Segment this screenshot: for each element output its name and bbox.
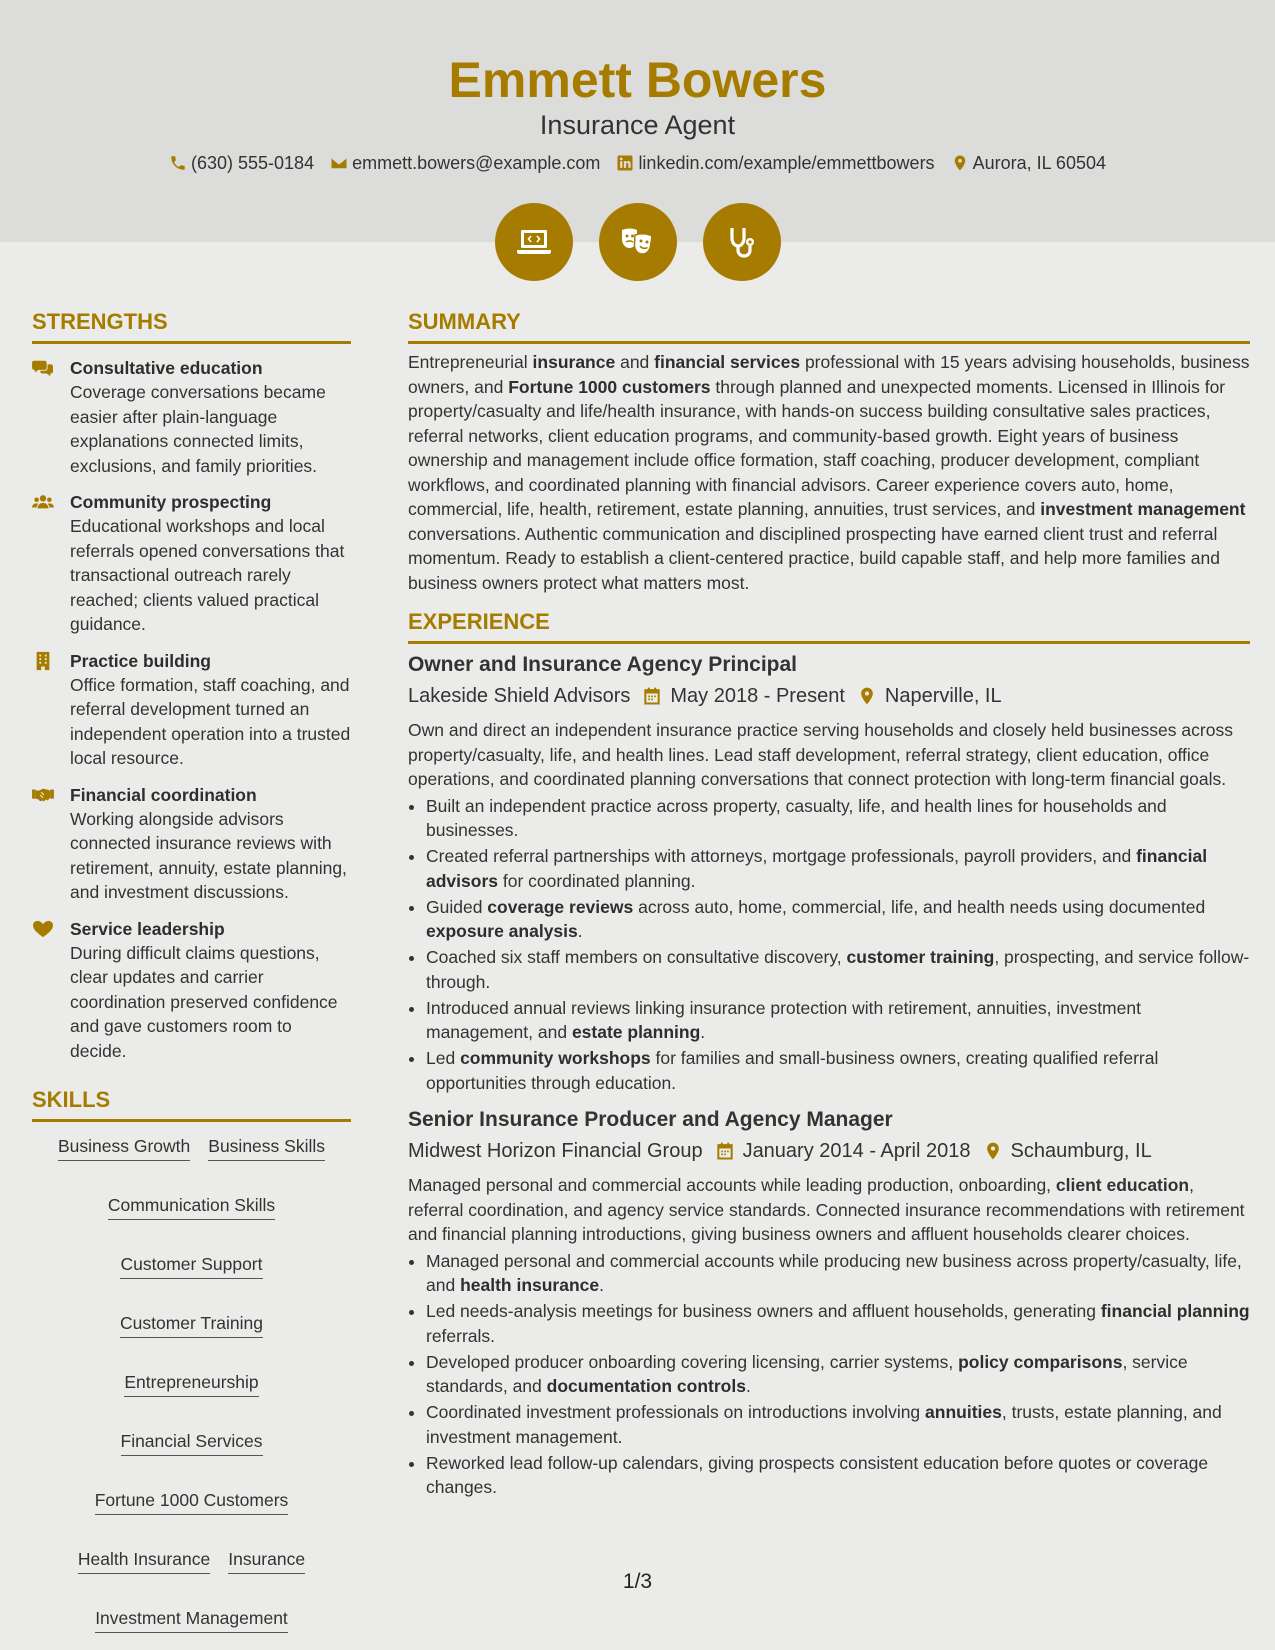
job-meta xyxy=(408,680,1250,712)
strength-item xyxy=(32,649,351,771)
location-pin-icon xyxy=(951,154,969,172)
emphasis-text: financial services xyxy=(654,352,801,372)
job-bullets xyxy=(408,1249,1250,1500)
text-run: Led xyxy=(426,1048,461,1068)
theater-masks-icon xyxy=(618,222,658,262)
text-run: Built an independent practice across property, casualty, life, and health lines for households and businesses. xyxy=(426,795,1167,840)
badge-laptop xyxy=(495,203,573,281)
text-run: , prospecting, and service follow-through. xyxy=(426,947,1250,992)
skill-tag: Customer Support xyxy=(120,1252,262,1279)
text-run: and xyxy=(615,352,655,372)
job-bullet xyxy=(426,895,1250,944)
text-run: conversations. Authentic communication and disciplined prospecting have earned client trust and referral momentum. Ready to establish a client-centered practice, build capable staff, and help more families and business owners protect what matters most. xyxy=(408,523,1220,593)
contact-phone-text: (630) 555-0184 xyxy=(190,153,315,173)
text-run: professional with 15 years advising households, business owners, and xyxy=(408,352,1250,397)
strength-heading: Consultative education xyxy=(70,358,263,378)
skill-tag: Entrepreneurship xyxy=(124,1370,258,1397)
job-meta xyxy=(408,1135,1250,1167)
text-run: Managed personal and commercial accounts while leading production, onboarding, xyxy=(408,1175,1056,1195)
calendar-icon xyxy=(642,686,662,706)
contact-linkedin[interactable] xyxy=(616,151,934,175)
text-run: through planned and unexpected moments. Licensed in Illinois for property/casualty and life/health insurance, with hands-on success building consultative sales practices, referral networks, client education programs, and community-based growth. Eight years of business ownership and management include office formation, staff coaching, producer development, compliant workflows, and coordinated planning with financial advisors. Career experience covers auto, home, commercial, life, health, retirement, estate planning, annuities, trust services, and xyxy=(408,376,1226,519)
job-bullet xyxy=(426,1046,1250,1095)
job-bullet xyxy=(426,1350,1250,1399)
comments-icon xyxy=(32,358,54,378)
text-run: . xyxy=(745,1376,751,1396)
text-run: across auto, home, commercial, life, and health needs using documented xyxy=(633,896,1206,917)
strength-item xyxy=(32,783,351,905)
job-bullet xyxy=(426,1299,1250,1348)
skill-tag: Investment Management xyxy=(95,1606,288,1633)
emphasis-text: community workshops xyxy=(460,1048,651,1068)
calendar-icon xyxy=(715,1141,735,1161)
strength-description: Office formation, staff coaching, and referral development turned an independent operation into a trusted local resource. xyxy=(70,674,351,768)
text-run: Guided xyxy=(426,896,488,917)
skills-list xyxy=(32,1122,351,1633)
right-column xyxy=(408,307,1250,1501)
text-run: , service standards, and xyxy=(426,1351,1188,1396)
emphasis-text: documentation controls xyxy=(546,1376,746,1396)
summary-text xyxy=(408,350,1250,595)
job-bullet xyxy=(426,1400,1250,1449)
contact-location xyxy=(951,151,1106,175)
text-run: Coached six staff members on consultative discovery, xyxy=(426,947,847,967)
text-run: . xyxy=(577,921,583,941)
contact-bar xyxy=(0,151,1275,175)
skills-heading: SKILLS xyxy=(32,1085,351,1122)
envelope-icon xyxy=(330,154,348,172)
text-run: Reworked lead follow-up calendars, giving prospects consistent education before quotes or coverage changes. xyxy=(426,1452,1209,1497)
phone-icon xyxy=(169,154,187,172)
text-run: Coordinated investment professionals on introductions involving xyxy=(426,1402,926,1422)
job-entry xyxy=(408,1105,1250,1500)
job-bullet xyxy=(426,844,1250,893)
stethoscope-icon xyxy=(722,222,762,262)
strength-description: Educational workshops and local referrals opened conversations that transactional outreach rarely reached; clients valued practical guidance. xyxy=(70,516,345,634)
left-column xyxy=(32,307,351,1633)
strength-heading: Service leadership xyxy=(70,918,225,939)
strength-heading: Financial coordination xyxy=(70,784,257,805)
strength-item xyxy=(32,917,351,1064)
emphasis-text: Fortune 1000 customers xyxy=(508,376,711,397)
emphasis-text: financial advisors xyxy=(426,846,1208,891)
text-run: Developed producer onboarding covering licensing, carrier systems, xyxy=(426,1351,959,1372)
emphasis-text: insurance xyxy=(532,352,616,372)
page-number: 1/3 xyxy=(622,1570,653,1593)
job-company: Midwest Horizon Financial Group xyxy=(408,1140,703,1162)
skill-tag: Business Skills xyxy=(208,1134,325,1161)
emphasis-text: policy comparisons xyxy=(958,1351,1123,1372)
emphasis-text: health insurance xyxy=(460,1275,600,1295)
job-dates: January 2014 - April 2018 xyxy=(742,1140,971,1162)
skill-tag: Financial Services xyxy=(121,1429,263,1456)
skill-tag: Communication Skills xyxy=(108,1193,275,1220)
badge-stethoscope xyxy=(703,203,781,281)
job-title: Senior Insurance Producer and Agency Manager xyxy=(408,1108,893,1131)
contact-linkedin-text: linkedin.com/example/emmettbowers xyxy=(638,153,935,173)
text-run: . xyxy=(599,1275,605,1295)
text-run: for coordinated planning. xyxy=(497,870,696,891)
heart-icon xyxy=(32,919,54,939)
job-bullet xyxy=(426,794,1250,843)
job-dates: May 2018 - Present xyxy=(670,685,845,707)
skill-tag: Fortune 1000 Customers xyxy=(95,1488,289,1515)
job-description xyxy=(408,1173,1250,1247)
strength-heading: Practice building xyxy=(70,650,211,671)
skill-tag: Customer Training xyxy=(120,1311,263,1338)
contact-location-text: Aurora, IL 60504 xyxy=(972,153,1106,173)
emphasis-text: customer training xyxy=(846,947,995,967)
skill-tag: Insurance xyxy=(228,1547,305,1574)
users-icon xyxy=(32,492,54,512)
text-run: Entrepreneurial xyxy=(408,352,533,372)
emphasis-text: coverage reviews xyxy=(487,896,634,917)
emphasis-text: estate planning xyxy=(571,1022,701,1042)
badge-masks xyxy=(599,203,677,281)
job-entry xyxy=(408,650,1250,1095)
text-run: for families and small-business owners, creating qualified referral opportunities through education. xyxy=(426,1048,1159,1093)
summary-heading: SUMMARY xyxy=(408,307,1250,344)
job-description: Own and direct an independent insurance practice serving households and closely held businesses across property/casualty, life, and health lines. Lead staff development, referral strategy, client education, office operations, and coordinated planning conversations that connect protection with long-term financial goals. xyxy=(408,720,1233,789)
interest-badges xyxy=(0,203,1275,281)
location-pin-icon xyxy=(983,1141,1003,1161)
job-title-headline: Insurance Agent xyxy=(539,110,736,140)
job-title: Owner and Insurance Agency Principal xyxy=(408,653,798,676)
emphasis-text: exposure analysis xyxy=(426,921,578,941)
laptop-code-icon xyxy=(514,222,554,262)
text-run: Managed personal and commercial accounts while producing new business across property/casualty, life, and xyxy=(426,1250,1242,1295)
strength-heading: Community prospecting xyxy=(70,492,272,512)
experience-heading: EXPERIENCE xyxy=(408,607,1250,644)
text-run: , trusts, estate planning, and investment management. xyxy=(426,1402,1222,1447)
linkedin-icon xyxy=(616,154,634,172)
emphasis-text: investment management xyxy=(1040,499,1246,519)
strength-description: Coverage conversations became easier after plain-language explanations connected limits, exclusions, and family priorities. xyxy=(70,382,326,476)
text-run: Led needs-analysis meetings for business owners and affluent households, generating xyxy=(426,1301,1101,1321)
job-bullet xyxy=(426,1249,1250,1298)
job-bullet xyxy=(426,945,1250,994)
text-run: referrals. xyxy=(426,1325,496,1346)
text-run: Created referral partnerships with attorneys, mortgage professionals, payroll providers, and xyxy=(426,846,1137,866)
candidate-name: Emmett Bowers xyxy=(448,52,827,108)
contact-email[interactable] xyxy=(330,151,600,175)
emphasis-text: annuities xyxy=(925,1402,1002,1422)
job-bullets xyxy=(408,794,1250,1096)
job-company: Lakeside Shield Advisors xyxy=(408,685,631,707)
job-location: Schaumburg, IL xyxy=(1010,1140,1152,1162)
location-pin-icon xyxy=(857,686,877,706)
strength-description: Working alongside advisors connected insurance reviews with retirement, annuity, estate planning, and investment discussions. xyxy=(70,808,347,902)
strength-item xyxy=(32,356,351,478)
skill-tag: Business Growth xyxy=(58,1134,190,1161)
skill-tag: Health Insurance xyxy=(78,1547,210,1574)
strength-description: During difficult claims questions, clear updates and carrier coordination preserved confidence and gave customers room to decide. xyxy=(70,942,338,1061)
text-run: Introduced annual reviews linking insurance protection with retirement, annuities, investment management, and xyxy=(426,997,1141,1042)
handshake-icon xyxy=(32,785,54,805)
contact-email-text: emmett.bowers@example.com xyxy=(352,153,601,173)
building-icon xyxy=(32,651,54,671)
contact-phone[interactable] xyxy=(169,151,314,175)
text-run: , referral coordination, and agency service standards. Connected insurance recommendations with retirement and financial planning introductions, giving business owners and affluent households clearer choices. xyxy=(408,1175,1245,1244)
strength-item xyxy=(32,490,351,637)
emphasis-text: financial planning xyxy=(1100,1301,1250,1321)
job-location: Naperville, IL xyxy=(884,685,1002,707)
job-bullet xyxy=(426,996,1250,1045)
job-bullet xyxy=(426,1451,1250,1500)
emphasis-text: client education xyxy=(1055,1175,1190,1195)
text-run: . xyxy=(700,1022,706,1042)
strengths-heading: STRENGTHS xyxy=(32,307,351,344)
